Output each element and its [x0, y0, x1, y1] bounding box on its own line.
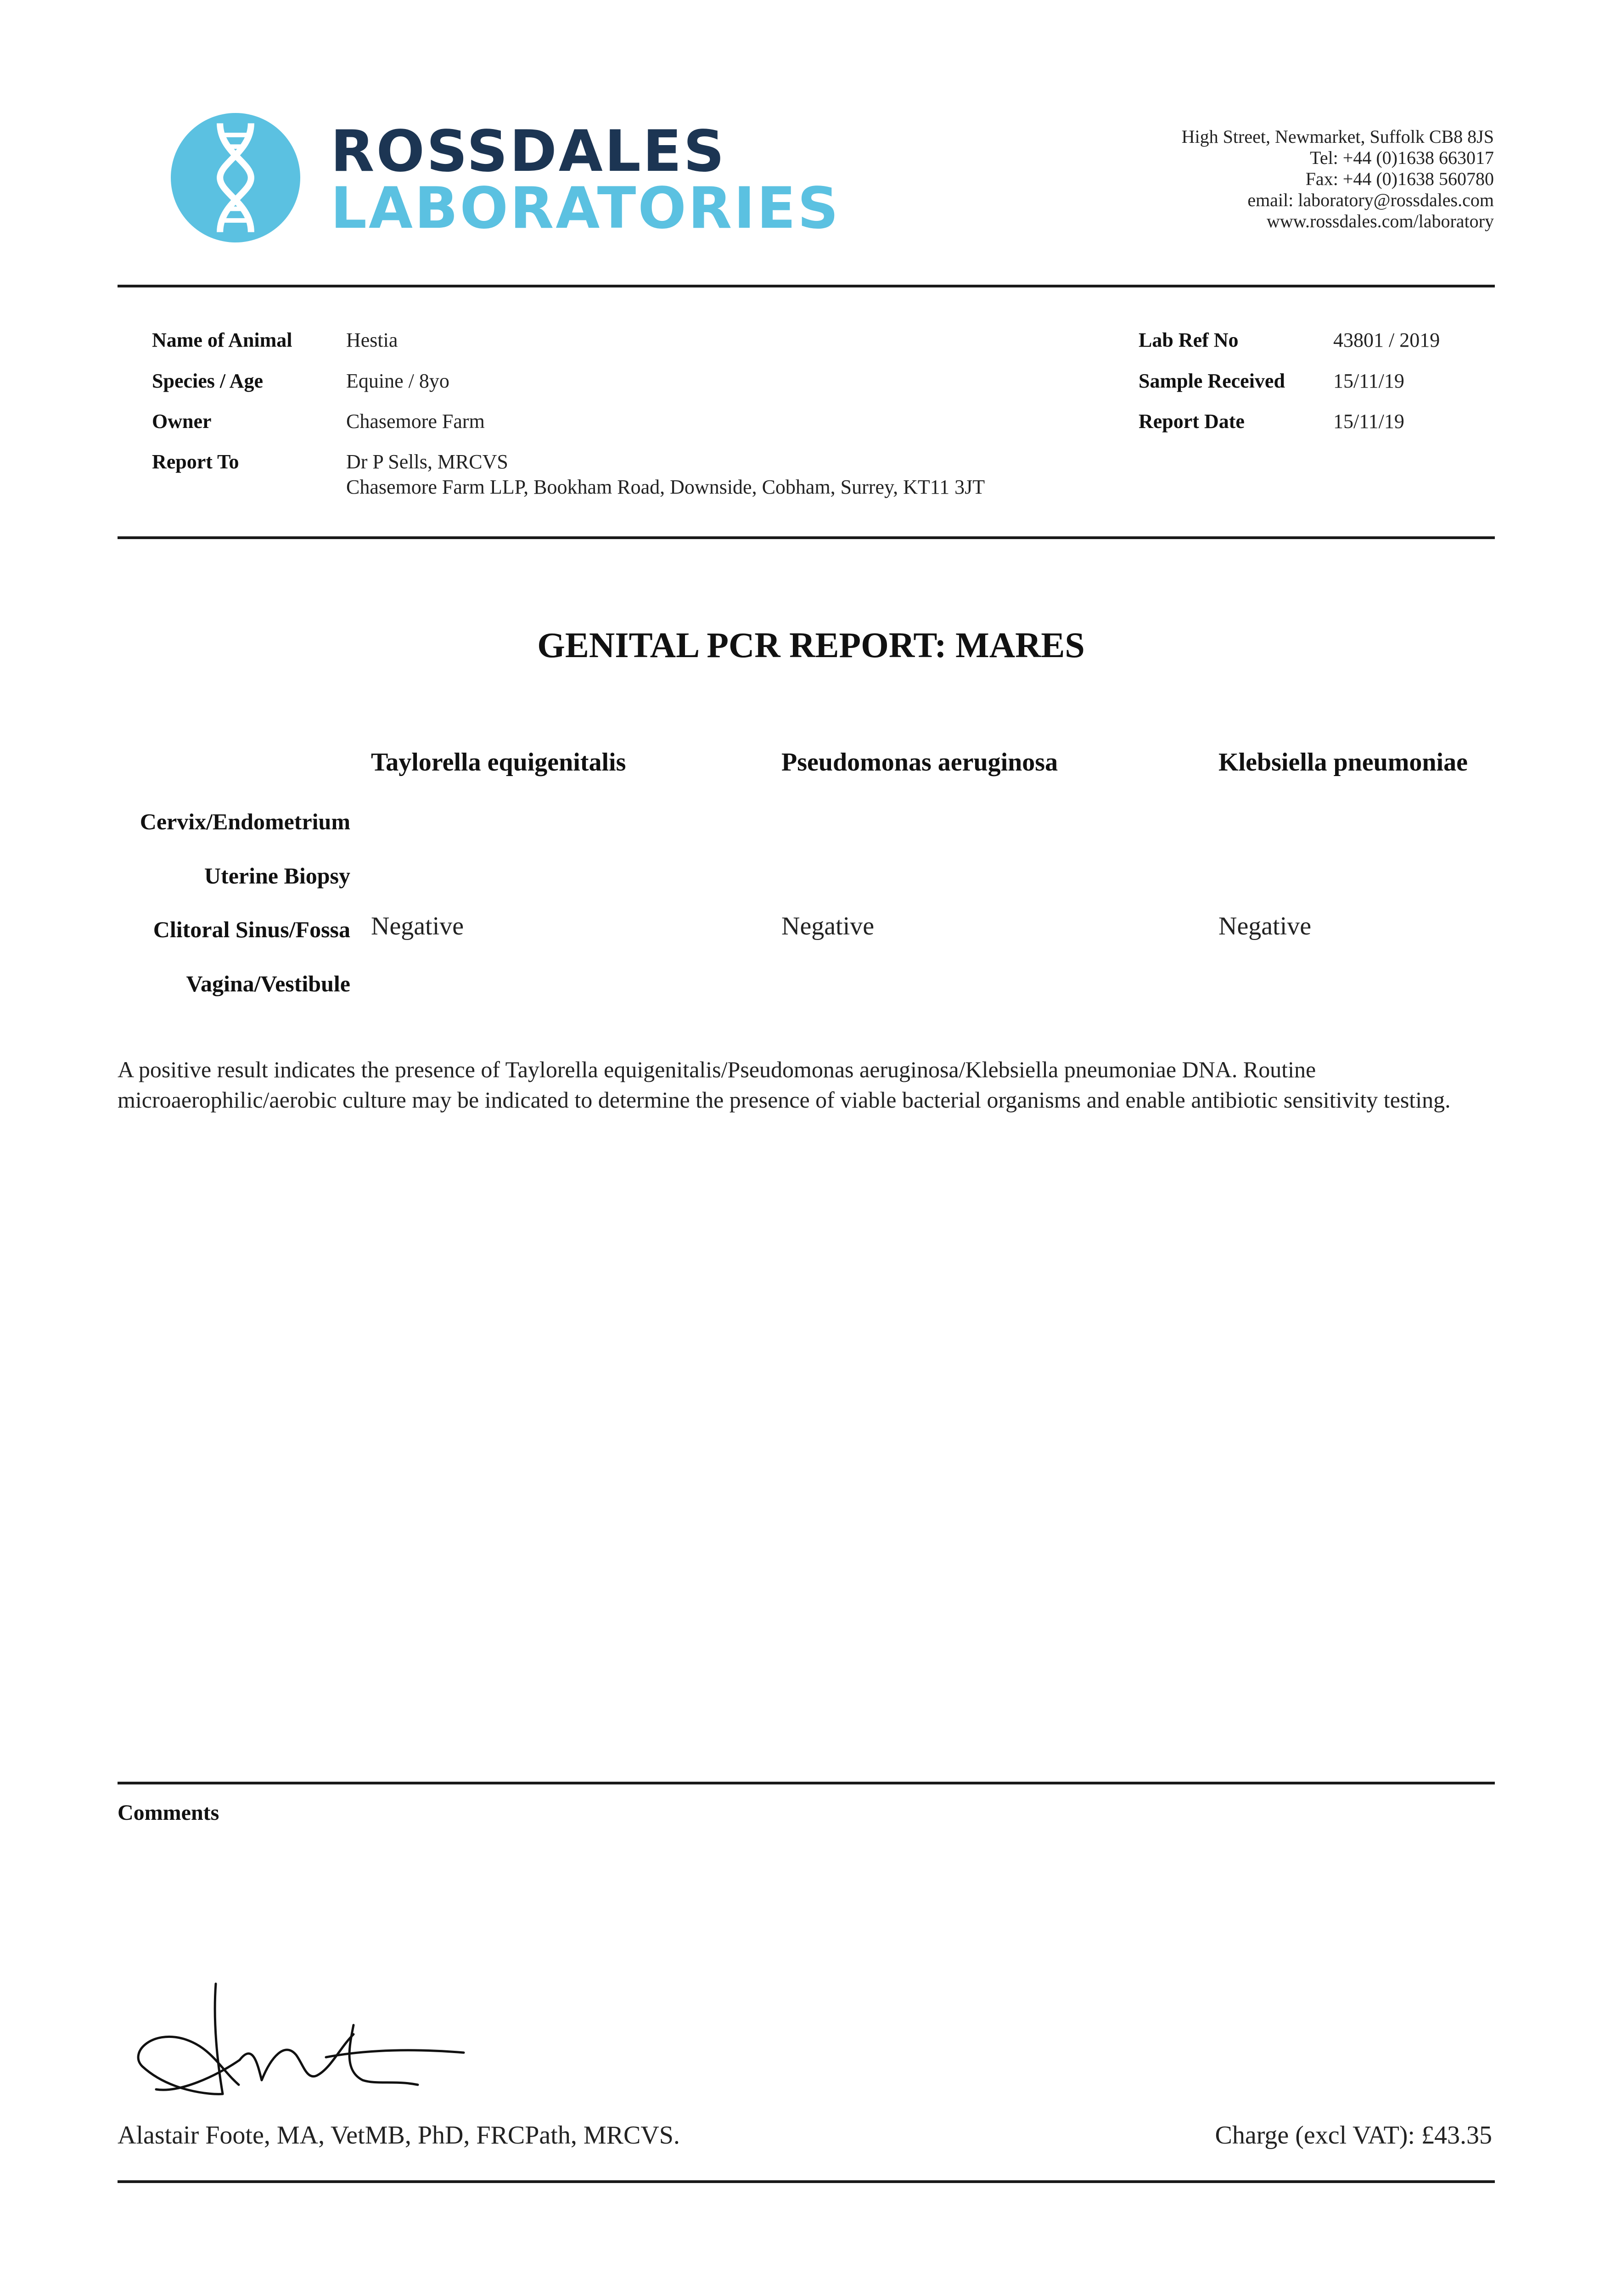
header-divider	[118, 285, 1495, 287]
address: High Street, Newmarket, Suffolk CB8 8JS	[1181, 126, 1494, 147]
result-taylorella-clitoral: Negative	[371, 912, 464, 940]
report-date-value: 15/11/19	[1333, 410, 1404, 433]
email: email: laboratory@rossdales.com	[1247, 190, 1494, 210]
row-label-clitoral-sinus: Clitoral Sinus/Fossa	[153, 917, 350, 942]
brand-name: ROSSDALES	[331, 118, 726, 185]
lab-ref-label: Lab Ref No	[1139, 329, 1239, 351]
row-label-uterine-biopsy: Uterine Biopsy	[204, 863, 350, 889]
comments-label: Comments	[118, 1801, 219, 1825]
report-to-label: Report To	[152, 450, 239, 473]
sample-received-label: Sample Received	[1139, 370, 1285, 392]
report-date-label: Report Date	[1139, 410, 1245, 433]
signatory-name: Alastair Foote, MA, VetMB, PhD, FRCPath, MRCVS.	[118, 2121, 680, 2150]
lab-ref-value: 43801 / 2019	[1333, 329, 1440, 351]
fax: Fax: +44 (0)1638 560780	[1305, 169, 1494, 189]
telephone: Tel: +44 (0)1638 663017	[1310, 147, 1494, 168]
website: www.rossdales.com/laboratory	[1266, 211, 1494, 231]
dna-logo-icon	[171, 113, 300, 242]
species-value: Equine / 8yo	[346, 370, 449, 392]
report-to-line1: Dr P Sells, MRCVS	[346, 450, 508, 473]
charge-amount: Charge (excl VAT): £43.35	[1215, 2121, 1492, 2150]
sample-received-value: 15/11/19	[1333, 370, 1404, 392]
name-value: Hestia	[346, 329, 398, 351]
signature-image	[124, 1975, 482, 2112]
column-header-taylorella: Taylorella equigenitalis	[371, 748, 626, 777]
disclaimer-text: A positive result indicates the presence of Taylorella equigenitalis/Pseudomonas aeruginosa/Klebsiella pneumoniae DNA. Routine microaerophilic/aerobic culture may be indicated to determine the presence of viable bacterial organisms and enable antibiotic sensitivity testing.	[118, 1057, 1451, 1113]
column-header-klebsiella: Klebsiella pneumoniae	[1218, 748, 1468, 777]
result-pseudomonas-clitoral: Negative	[781, 912, 875, 940]
contact-block	[1182, 126, 1494, 232]
name-label: Name of Animal	[152, 329, 292, 351]
owner-label: Owner	[152, 410, 212, 433]
owner-value: Chasemore Farm	[346, 410, 485, 433]
footer-divider	[118, 2180, 1495, 2183]
row-label-cervix: Cervix/Endometrium	[140, 809, 350, 834]
brand-subname: LABORATORIES	[331, 175, 841, 242]
row-label-vagina: Vagina/Vestibule	[186, 971, 350, 996]
comments-divider	[118, 1782, 1495, 1784]
species-label: Species / Age	[152, 370, 263, 392]
result-klebsiella-clitoral: Negative	[1218, 912, 1312, 940]
report-to-line2: Chasemore Farm LLP, Bookham Road, Downside, Cobham, Surrey, KT11 3JT	[346, 476, 985, 498]
report-title: GENITAL PCR REPORT: MARES	[537, 625, 1085, 665]
details-divider	[118, 536, 1495, 539]
column-header-pseudomonas: Pseudomonas aeruginosa	[781, 748, 1058, 777]
